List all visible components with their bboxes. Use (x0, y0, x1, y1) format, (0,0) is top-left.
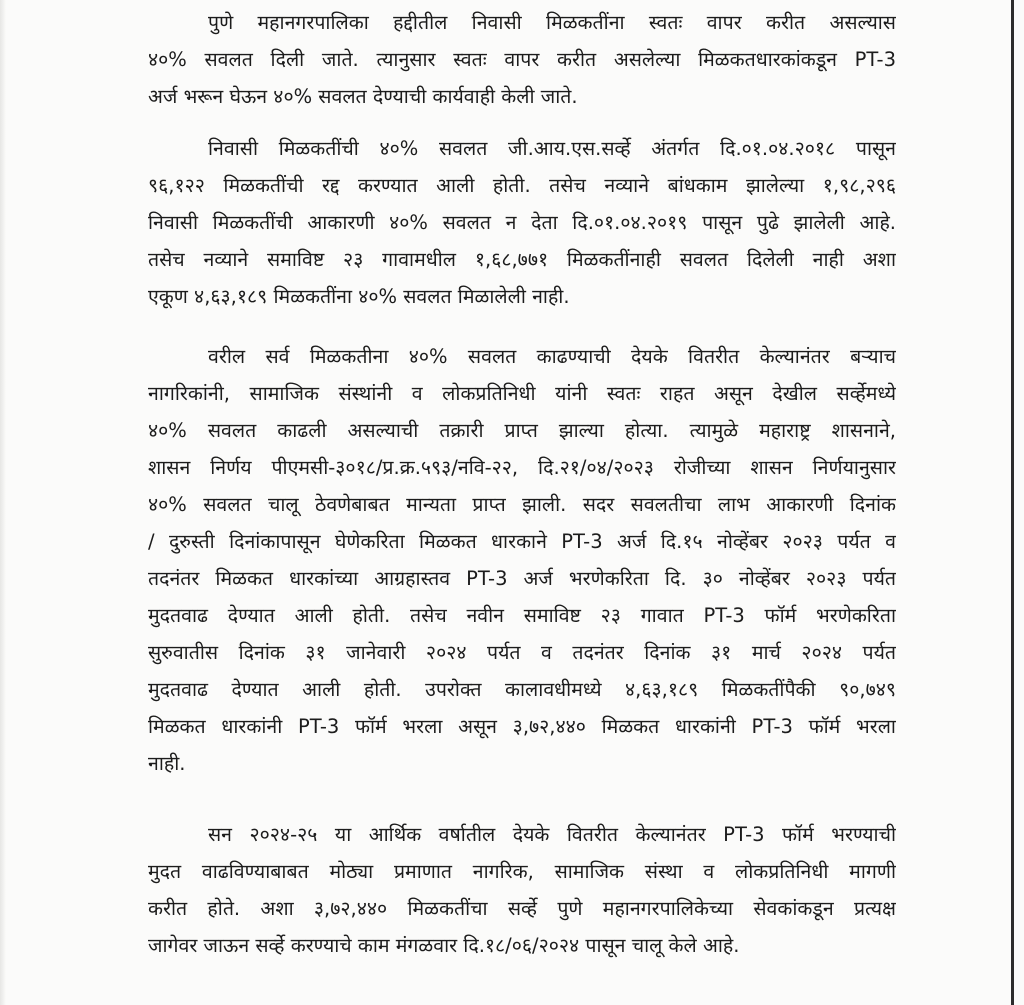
text-line: मुदतवाढ देण्यात आली होती. उपरोक्त कालावधीमध्ये ४,६३,१८९ मिळकतींपैकी ९०,७४९ (148, 678, 896, 701)
text-line: मुदतवाढ देण्यात आली होती. तसेच नवीन समाविष्ट २३ गावात PT-3 फॉर्म भरणेकरिता (148, 604, 896, 627)
text-line: शासन निर्णय पीएमसी-३०१८/प्र.क्र.५९३/नवि-२२, दि.२१/०४/२०२३ रोजीच्या शासन निर्णयानुसार (148, 456, 896, 479)
text-line: निवासी मिळकतींची ४०% सवलत जी.आय.एस.सर्व्हे अंतर्गत दि.०१.०४.२०१८ पासून (208, 137, 896, 160)
text-line: ४०% सवलत दिली जाते. त्यानुसार स्वतः वापर करीत असलेल्या मिळकतधारकांकडून PT-3 (148, 48, 896, 71)
text-line: मुदत वाढविण्याबाबत मोठ्या प्रमाणात नागरिक, सामाजिक संस्था व लोकप्रतिनिधी मागणी (148, 860, 896, 883)
text-line: निवासी मिळकतींची आकारणी ४०% सवलत न देता दि.०१.०४.२०१९ पासून पुढे झालेली आहे. (148, 211, 896, 234)
paragraph-3 (148, 338, 896, 782)
text-line: तसेच नव्याने समाविष्ट २३ गावामधील १,६८,७७१ मिळकतींनाही सवलत दिलेली नाही अशा (148, 248, 896, 271)
text-line: वरील सर्व मिळकतीना ४०% सवलत काढण्याची देयके वितरीत केल्यानंतर बऱ्याच (208, 345, 896, 368)
text-line: एकूण ४,६३,१८९ मिळकतींना ४०% सवलत मिळालेली नाही. (148, 285, 570, 308)
text-line: पुणे महानगरपालिका हद्दीतील निवासी मिळकतींना स्वतः वापर करीत असल्यास (208, 11, 896, 34)
page-shadow (0, 0, 6, 1005)
text-line: जागेवर जाऊन सर्व्हे करण्याचे काम मंगळवार दि.१८/०६/२०२४ पासून चालू केले आहे. (148, 934, 740, 957)
text-line: / दुरुस्ती दिनांकापासून घेणेकरिता मिळकत धारकाने PT-3 अर्ज दि.१५ नोव्हेंबर २०२३ पर्यत व (148, 530, 896, 553)
page-edge-divider (1011, 0, 1014, 1005)
text-line: नाही. (148, 752, 186, 775)
text-line: ४०% सवलत काढली असल्याची तक्रारी प्राप्त झाल्या होत्या. त्यामुळे महाराष्ट्र शासनाने, (148, 419, 896, 442)
text-line: नागरिकांनी, सामाजिक संस्थांनी व लोकप्रतिनिधी यांनी स्वतः राहत असून देखील सर्व्हेमध्ये (148, 382, 896, 405)
paragraph-1 (148, 4, 896, 115)
paragraph-4 (148, 816, 896, 964)
text-line: ९६,१२२ मिळकतींची रद्द करण्यात आली होती. तसेच नव्याने बांधकाम झालेल्या १,९८,२९६ (148, 174, 896, 197)
text-line: मिळकत धारकांनी PT-3 फॉर्म भरला असून ३,७२,४४० मिळकत धारकांनी PT-3 फॉर्म भरला (148, 715, 896, 738)
text-line: ४०% सवलत चालू ठेवणेबाबत मान्यता प्राप्त झाली. सदर सवलतीचा लाभ आकारणी दिनांक (148, 493, 896, 516)
text-line: सुरुवातीस दिनांक ३१ जानेवारी २०२४ पर्यत व तदनंतर दिनांक ३१ मार्च २०२४ पर्यत (148, 641, 896, 664)
text-line: सन २०२४-२५ या आर्थिक वर्षातील देयके वितरीत केल्यानंतर PT-3 फॉर्म भरण्याची (208, 823, 896, 846)
text-line: अर्ज भरून घेऊन ४०% सवलत देण्याची कार्यवाही केली जाते. (148, 85, 578, 108)
paragraph-2 (148, 130, 896, 315)
text-line: तदनंतर मिळकत धारकांच्या आग्रहास्तव PT-3 अर्ज भरणेकरिता दि. ३० नोव्हेंबर २०२३ पर्यत (148, 567, 896, 590)
text-line: करीत होते. अशा ३,७२,४४० मिळकतींचा सर्व्हे पुणे महानगरपालिकेच्या सेवकांकडून प्रत्यक्ष (148, 897, 896, 920)
